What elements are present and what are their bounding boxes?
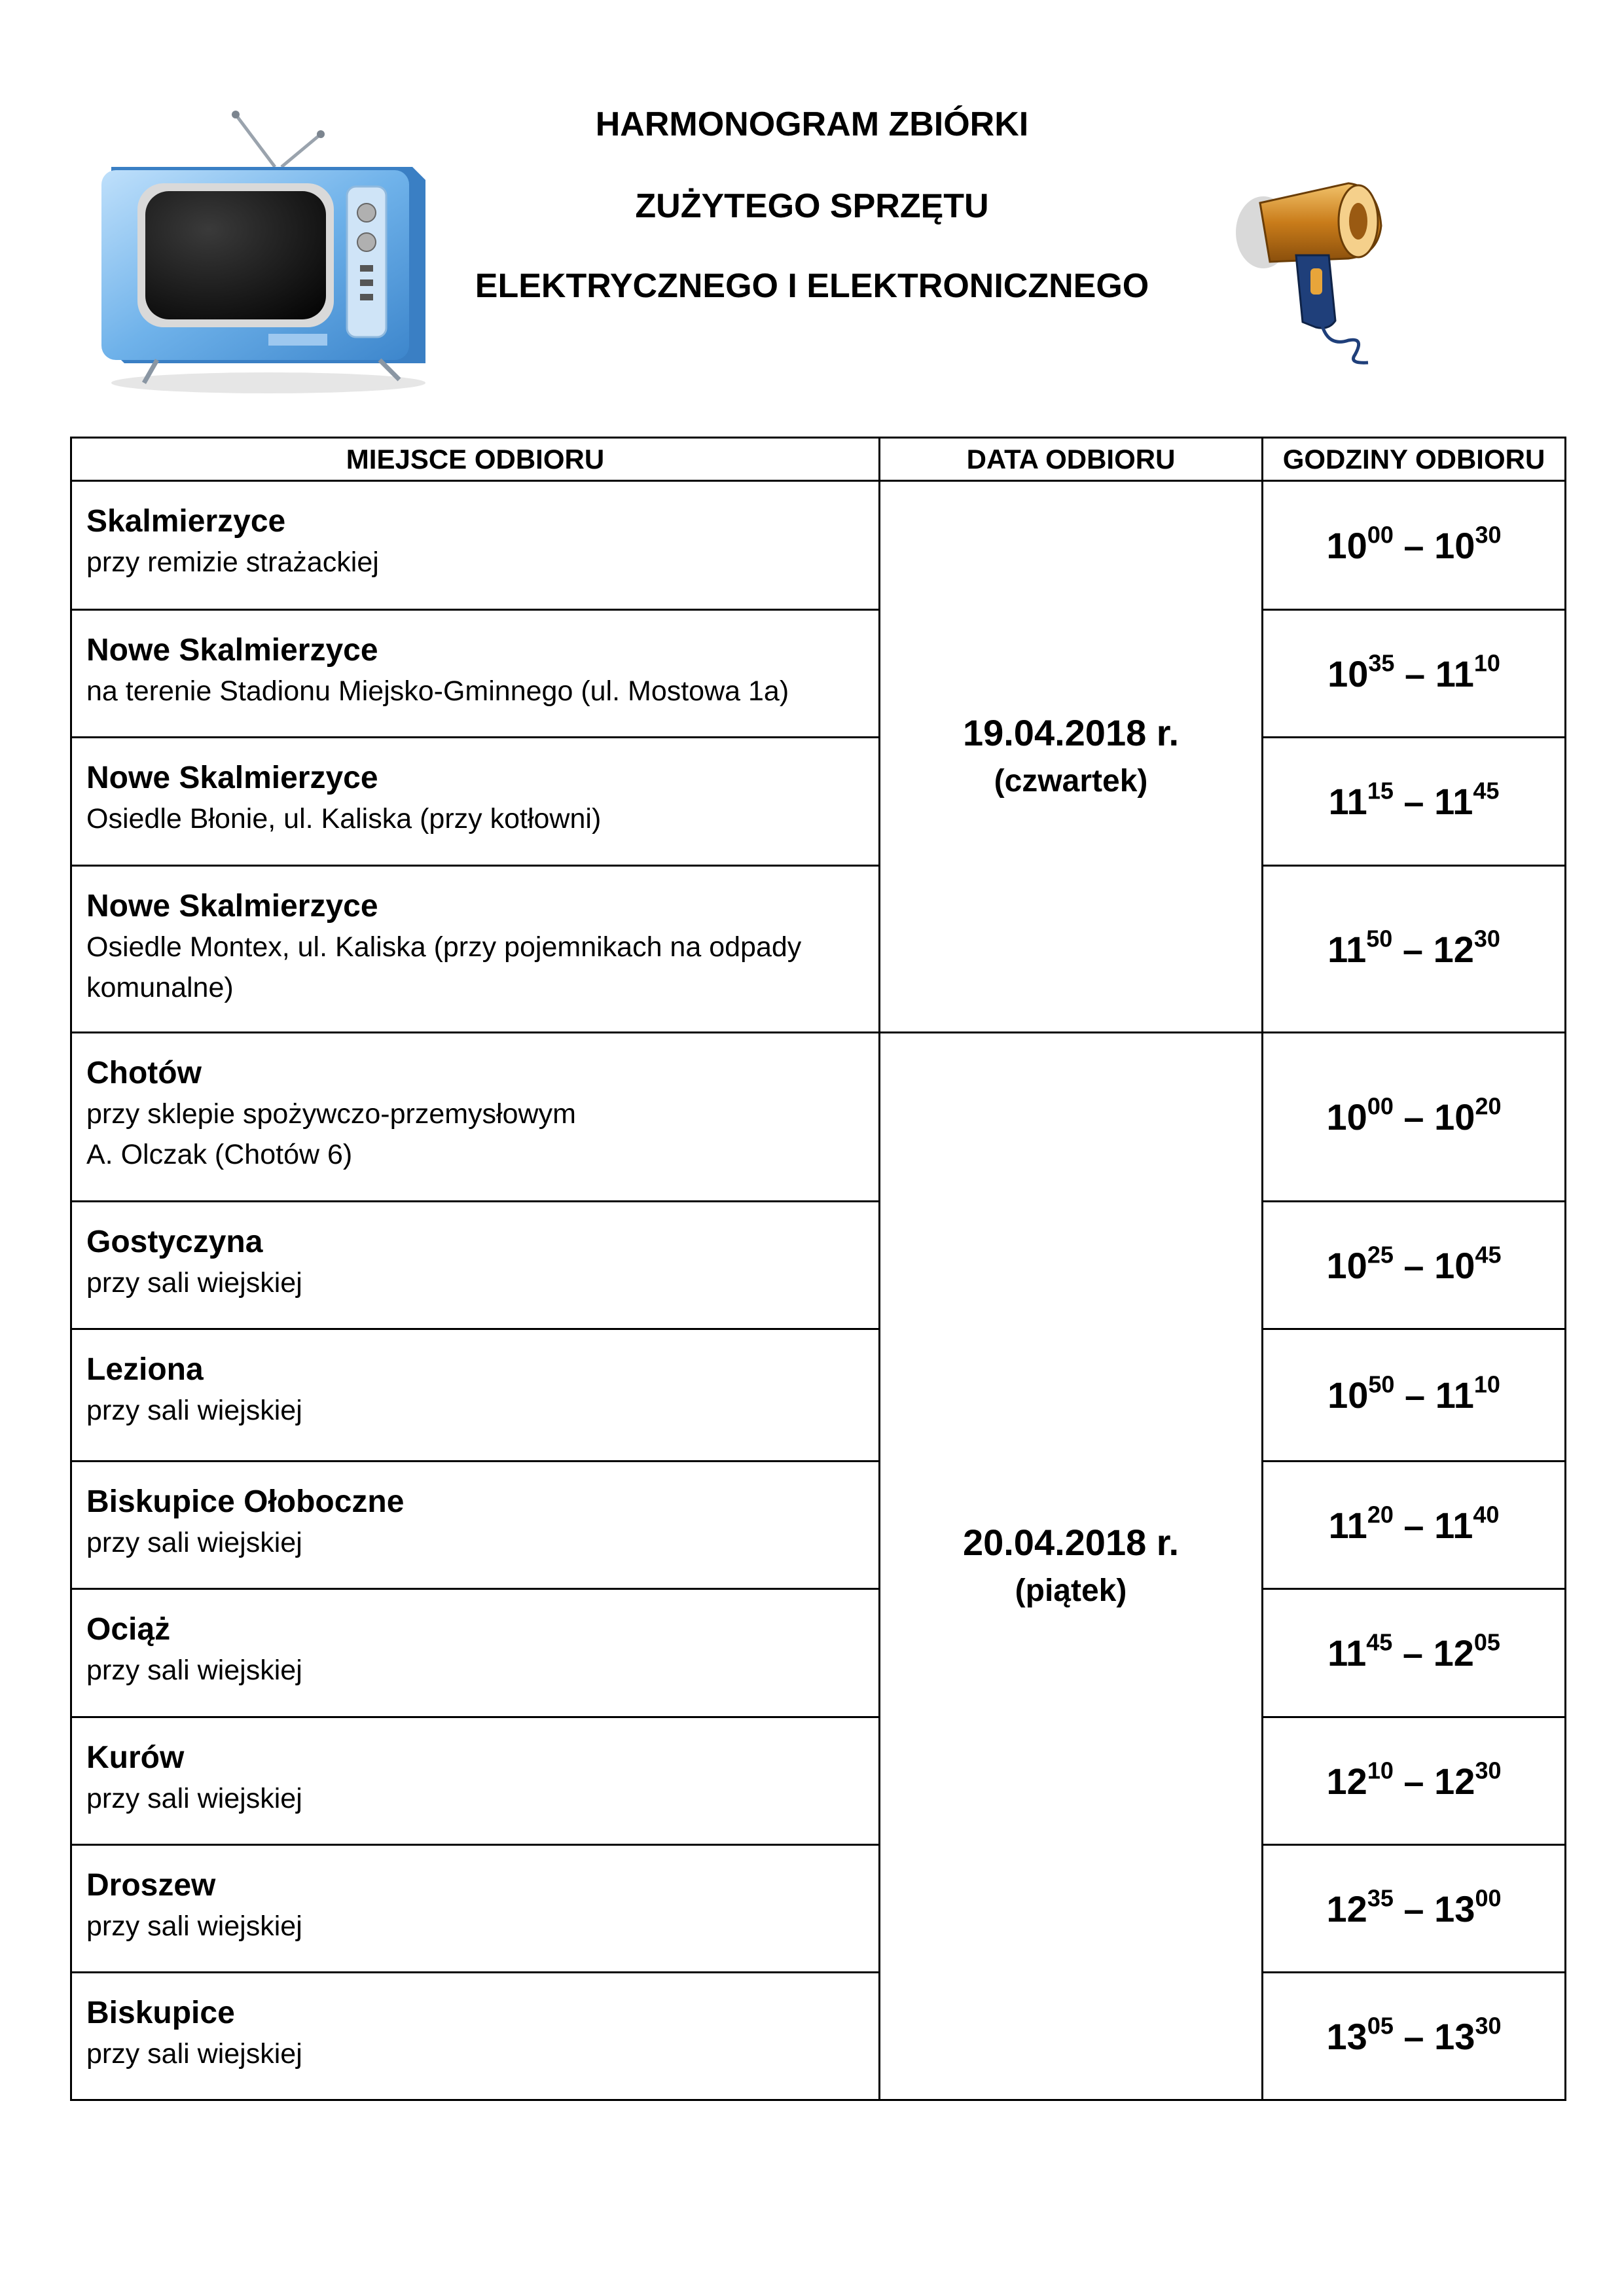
date-cell	[880, 1033, 1263, 2100]
time-cell: $10^{00} - 10^{30}$	[1263, 481, 1566, 610]
place-description: Osiedle Błonie, ul. Kaliska (przy kotłowni)	[86, 803, 602, 834]
table-row	[71, 1973, 1566, 2100]
place-description: przy remizie strażackiej	[86, 547, 379, 578]
table-row	[71, 1202, 1566, 1329]
table-row	[71, 481, 1566, 610]
time-cell: $12^{35} - 13^{00}$	[1263, 1845, 1566, 1973]
place-cell	[71, 481, 880, 610]
place-description: przy sali wiejskiej	[86, 1267, 302, 1299]
place-description: przy sali wiejskiej	[86, 2038, 302, 2070]
place-description: przy sali wiejskiej	[86, 1783, 302, 1814]
place-cell	[71, 610, 880, 738]
place-cell	[71, 1845, 880, 1973]
table-row	[71, 1717, 1566, 1845]
place-name: Biskupice	[86, 1996, 235, 2030]
table-header-row	[71, 438, 1566, 481]
place-description: przy sklepie spożywczo-przemysłowym	[86, 1098, 576, 1130]
place-cell	[71, 1973, 880, 2100]
table-row	[71, 1329, 1566, 1462]
time-cell: $11^{20} - 11^{40}$	[1263, 1462, 1566, 1589]
time-cell: $11^{50} - 12^{30}$	[1263, 866, 1566, 1033]
place-description-line-2: A. Olczak (Chotów 6)	[86, 1139, 353, 1170]
place-cell	[71, 1462, 880, 1589]
place-cell	[71, 1329, 880, 1462]
table-row	[71, 1462, 1566, 1589]
place-cell	[71, 1033, 880, 1202]
column-header-place: MIEJSCE ODBIORU	[71, 438, 880, 481]
place-name: Nowe Skalmierzyce	[86, 889, 378, 924]
place-name: Nowe Skalmierzyce	[86, 761, 378, 795]
title-line-2: ZUŻYTEGO SPRZĘTU	[635, 187, 989, 225]
time-cell: $12^{10} - 12^{30}$	[1263, 1717, 1566, 1845]
title-line-3: ELEKTRYCZNEGO I ELEKTRONICZNEGO	[475, 267, 1149, 305]
place-name: Kurów	[86, 1740, 185, 1775]
table-row	[71, 1033, 1566, 1202]
title-line-1: HARMONOGRAM ZBIÓRKI	[595, 105, 1029, 143]
place-name: Biskupice Ołoboczne	[86, 1484, 405, 1519]
time-cell: $10^{00} - 10^{20}$	[1263, 1033, 1566, 1202]
table-row	[71, 866, 1566, 1033]
place-name: Nowe Skalmierzyce	[86, 633, 378, 668]
place-name: Chotów	[86, 1056, 202, 1090]
column-header-date: DATA ODBIORU	[880, 438, 1263, 481]
column-header-hours: GODZINY ODBIORU	[1263, 438, 1566, 481]
place-description: przy sali wiejskiej	[86, 1395, 302, 1426]
place-name: Leziona	[86, 1352, 204, 1387]
place-cell	[71, 866, 880, 1033]
collection-schedule-table	[70, 437, 1566, 2101]
table-row	[71, 610, 1566, 738]
place-name: Ociąż	[86, 1612, 171, 1647]
time-cell: $10^{50} - 11^{10}$	[1263, 1329, 1566, 1462]
place-description: Osiedle Montex, ul. Kaliska (przy pojemnikach na odpady komunalne)	[86, 931, 802, 1003]
place-description: na terenie Stadionu Miejsko-Gminnego (ul. Mostowa 1a)	[86, 675, 789, 707]
time-cell: $13^{05} - 13^{30}$	[1263, 1973, 1566, 2100]
table-row	[71, 1845, 1566, 1973]
collection-weekday: (czwartek)	[994, 764, 1148, 798]
place-description: przy sali wiejskiej	[86, 1655, 302, 1686]
place-description: przy sali wiejskiej	[86, 1527, 302, 1558]
time-cell: $10^{35} - 11^{10}$	[1263, 610, 1566, 738]
place-cell	[71, 1202, 880, 1329]
place-description: przy sali wiejskiej	[86, 1910, 302, 1942]
collection-date: 20.04.2018 r.	[962, 1522, 1180, 1563]
time-cell: $10^{25} - 10^{45}$	[1263, 1202, 1566, 1329]
television-icon	[72, 108, 425, 399]
collection-weekday: (piątek)	[1015, 1573, 1127, 1608]
table-row	[71, 1589, 1566, 1717]
table-row	[71, 738, 1566, 866]
place-name: Gostyczyna	[86, 1225, 263, 1259]
date-cell	[880, 481, 1263, 1033]
place-cell	[71, 1717, 880, 1845]
place-cell	[71, 1589, 880, 1717]
collection-date: 19.04.2018 r.	[962, 712, 1180, 753]
time-cell: $11^{45} - 12^{05}$	[1263, 1589, 1566, 1717]
time-cell: $11^{15} - 11^{45}$	[1263, 738, 1566, 866]
place-name: Droszew	[86, 1868, 216, 1903]
place-name: Skalmierzyce	[86, 504, 286, 539]
place-cell	[71, 738, 880, 866]
